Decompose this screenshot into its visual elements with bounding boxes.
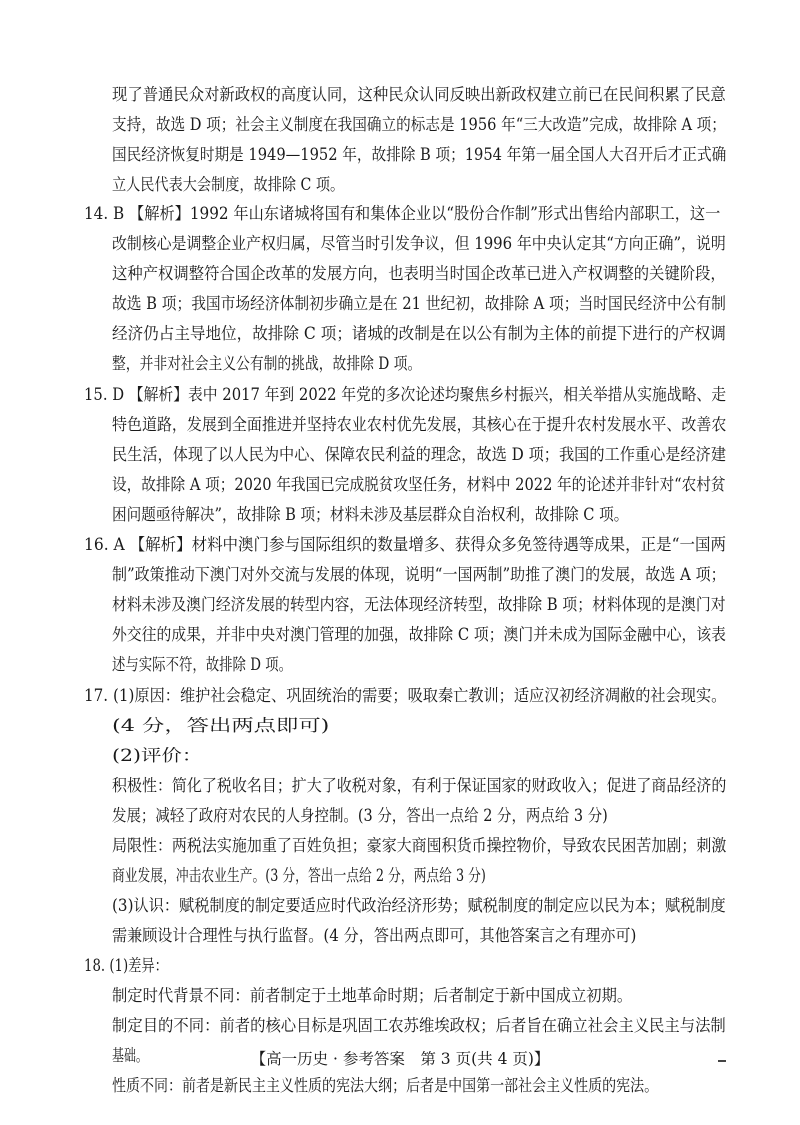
text-line: 民生活，体现了以人民为中心、保障农民利益的理念，故选 D 项；我国的工作重心是经济建 xyxy=(112,445,727,464)
corner-mark xyxy=(718,1060,726,1062)
page-footer: 【高一历史 · 参考答案 第 3 页(共 4 页)】 xyxy=(250,1050,550,1068)
text-line: 述与实际不符，故排除 D 项。 xyxy=(112,655,292,674)
text-line: 制定目的不同：前者的核心目标是巩固工农苏维埃政权；后者旨在确立社会主义民主与法制 xyxy=(112,1016,726,1035)
text-line: 18. (1)差异： xyxy=(84,956,168,975)
text-line: 整，并非对社会主义公有制的挑战，故排除 D 项。 xyxy=(112,354,422,373)
text-line: 改制核心是调整企业产权归属，尽管当时引发争议，但 1996 年中央认定其“方向正确”，说明 xyxy=(112,234,726,253)
text-line: 支持，故选 D 项；社会主义制度在我国确立的标志是 1956 年“三大改造”完成，故排除 A 项； xyxy=(112,115,726,134)
text-line: 制定时代背景不同：前者制定于土地革命时期；后者制定于新中国成立初期。 xyxy=(112,986,633,1005)
text-line: 设，故排除 A 项；2020 年我国已完成脱贫攻坚任务，材料中 2022 年的论述并非针对“农村贫 xyxy=(112,475,726,494)
text-line: 发展；减轻了政府对农民的人身控制。(3 分，答出一点给 2 分，两点给 3 分) xyxy=(112,806,608,825)
text-line: 经济仍占主导地位，故排除 C 项；诸城的改制是在以公有制为主体的前提下进行的产权调 xyxy=(112,324,726,343)
text-line: 外交往的成果，并非中央对澳门管理的加强，故排除 C 项；澳门并未成为国际金融中心，该表 xyxy=(112,625,726,644)
text-line: 故选 B 项；我国市场经济体制初步确立是在 21 世纪初，故排除 A 项；当时国民经济中公有制 xyxy=(112,294,726,313)
text-line: (3)认识：赋税制度的制定要适应时代政治经济形势；赋税制度的制定应以民为本；赋税制度 xyxy=(112,896,726,915)
text-line: 制”政策推动下澳门对外交流与发展的体现，说明“一国两制”助推了澳门的发展，故选 A 项； xyxy=(112,565,726,584)
text-line: 14. B 【解析】1992 年山东诸城将国有和集体企业以“股份合作制”形式出售给内部职工，这一 xyxy=(84,204,721,223)
text-line: (2)评价： xyxy=(112,746,203,765)
text-line: 商业发展，冲击农业生产。(3 分，答出一点给 2 分，两点给 3 分) xyxy=(112,866,486,885)
text-line: 困问题亟待解决”，故排除 B 项；材料未涉及基层群众自治权利，故排除 C 项。 xyxy=(112,505,629,524)
text-line: 17. (1)原因：维护社会稳定、巩固统治的需要；吸取秦亡教训；适应汉初经济凋敝的社会现实。 xyxy=(84,686,727,705)
text-line: 材料未涉及澳门经济发展的转型内容，无法体现经济转型，故排除 B 项；材料体现的是澳门对 xyxy=(112,595,726,614)
text-line: 需兼顾设计合理性与执行监督。(4 分，答出两点即可，其他答案言之有理亦可) xyxy=(112,926,637,945)
text-line: 立人民代表大会制度，故排除 C 项。 xyxy=(112,175,345,194)
text-line: 基础。 xyxy=(112,1046,148,1065)
text-line: 性质不同：前者是新民主主义性质的宪法大纲；后者是中国第一部社会主义性质的宪法。 xyxy=(112,1076,659,1095)
text-line: 16. A 【解析】材料中澳门参与国际组织的数量增多、获得众多免签待遇等成果，正是“一国两 xyxy=(84,535,726,554)
text-line: 特色道路，发展到全面推进并坚持农业农村优先发展，其核心在于提升农村发展水平、改善农 xyxy=(112,415,727,434)
text-line: 局限性：两税法实施加重了百姓负担；豪家大商囤积货币操控物价，导致农民困苦加剧；刺激 xyxy=(112,836,727,855)
text-line: 国民经济恢复时期是 1949—1952 年，故排除 B 项；1954 年第一届全国人大召开后才正式确 xyxy=(112,145,727,164)
text-line: 15. D 【解析】表中 2017 年到 2022 年党的多次论述均聚焦乡村振兴，相关举措从实施战略、走 xyxy=(84,385,726,404)
text-line: 积极性：简化了税收名目；扩大了收税对象，有利于保证国家的财政收入；促进了商品经济的 xyxy=(112,776,727,795)
text-line: 这种产权调整符合国企改革的发展方向，也表明当时国企改革已进入产权调整的关键阶段， xyxy=(112,264,726,283)
text-line: (4 分，答出两点即可) xyxy=(112,716,330,735)
text-line: 现了普通民众对新政权的高度认同，这种民众认同反映出新政权建立前已在民间积累了民意 xyxy=(112,85,726,104)
